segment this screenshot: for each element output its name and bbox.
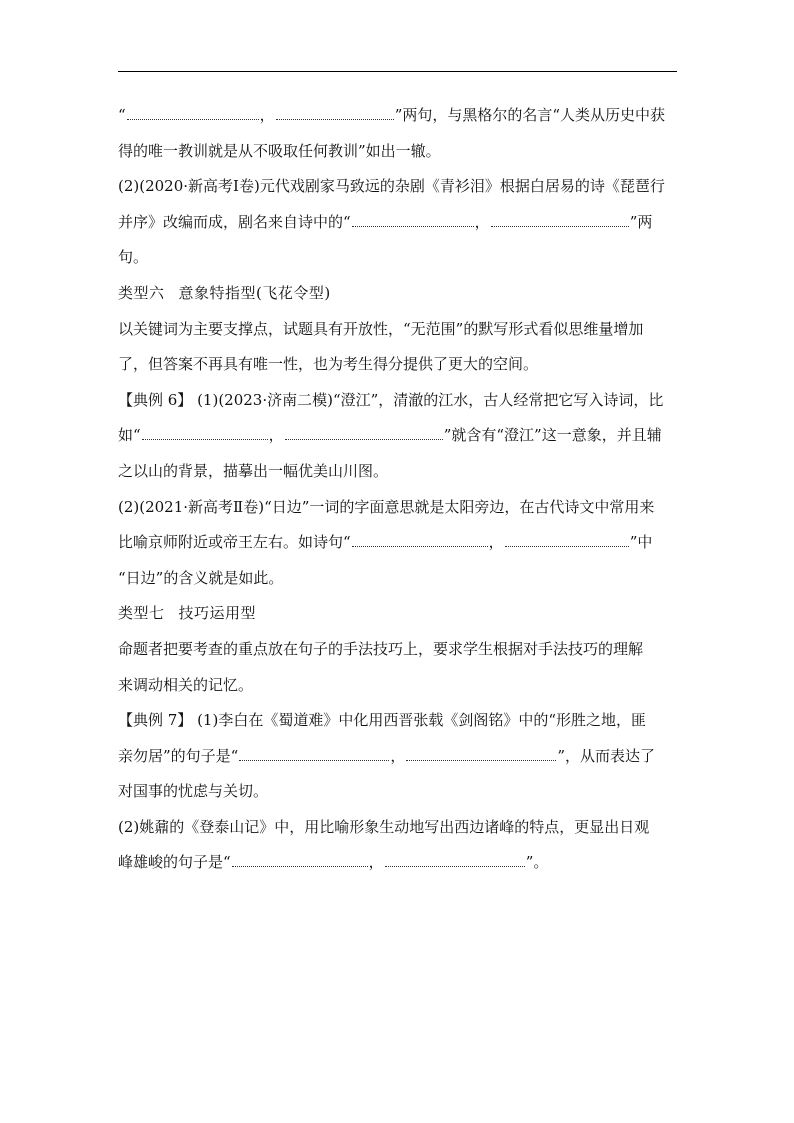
text-line: 比喻京师附近或帝王左右。如诗句“ ， ”中 (118, 533, 653, 552)
answer-blank[interactable] (285, 424, 443, 440)
section-heading: 类型六 意象特指型(飞花令型) (118, 283, 331, 302)
text-line: “ ， ”两句，与黑格尔的名言“人类从历史中获 (118, 106, 666, 124)
text-line: 以关键词为主要支撑点，试题具有开放性，“无范围”的默写形式看似思维量增加 (118, 319, 644, 338)
answer-blank[interactable] (352, 531, 488, 547)
text-line: 峰雄峻的句子是“ ， ”。 (118, 853, 549, 872)
text-line: 亲勿居”的句子是“ ， ”，从而表达了 (118, 746, 656, 765)
section-heading: 类型七 技巧运用型 (118, 604, 257, 623)
answer-blank[interactable] (505, 531, 629, 547)
text-line: 并序》改编而成，剧名来自诗中的“ ， ”两 (118, 212, 653, 231)
text-line: 对国事的忧虑与关切。 (118, 782, 269, 801)
text-line: (2)(2020·新高考Ⅰ卷)元代戏剧家马致远的杂剧《青衫泪》根据白居易的诗《琵琶行 (118, 177, 665, 196)
answer-blank[interactable] (352, 211, 474, 227)
answer-blank[interactable] (276, 104, 394, 120)
text-line: “日边”的含义就是如此。 (118, 568, 284, 587)
answer-blank[interactable] (491, 211, 629, 227)
answer-blank[interactable] (239, 745, 389, 761)
answer-blank[interactable] (406, 745, 556, 761)
example-tag: 【典例 6】 (118, 390, 193, 409)
example-line: 【典例 6】 (1)(2023·济南二模)“澄江”，清澈的江水，古人经常把它写入诗词，比 (118, 390, 664, 409)
answer-blank[interactable] (142, 424, 268, 440)
text-line: 了，但答案不再具有唯一性，也为考生得分提供了更大的空间。 (118, 355, 539, 374)
answer-blank[interactable] (232, 851, 368, 867)
answer-blank[interactable] (127, 104, 259, 120)
text-line: 如“ ， ”就含有“澄江”这一意象，并且辅 (118, 426, 662, 445)
text-line: 之以山的背景，描摹出一幅优美山川图。 (118, 461, 389, 480)
example-line: 【典例 7】 (1)李白在《蜀道难》中化用西晋张载《剑阁铭》中的“形胜之地，匪 (118, 711, 646, 730)
example-tag: 【典例 7】 (118, 711, 193, 730)
text-line: 得的唯一教训就是从不吸取任何教训”如出一辙。 (118, 141, 441, 160)
answer-blank[interactable] (385, 851, 525, 867)
text-line: 句。 (118, 248, 149, 267)
header-rule (118, 71, 677, 72)
text-line: (2)姚鼐的《登泰山记》中，用比喻形象生动地写出西边诸峰的特点，更显出日观 (118, 817, 650, 836)
text-line: 来调动相关的记忆。 (118, 675, 254, 694)
text-line: (2)(2021·新高考Ⅱ卷)“日边”一词的字面意思就是太阳旁边，在古代诗文中常用来 (118, 497, 655, 516)
document-body (118, 98, 678, 881)
text-line: 命题者把要考查的重点放在句子的手法技巧上，要求学生根据对手法技巧的理解 (118, 639, 644, 658)
